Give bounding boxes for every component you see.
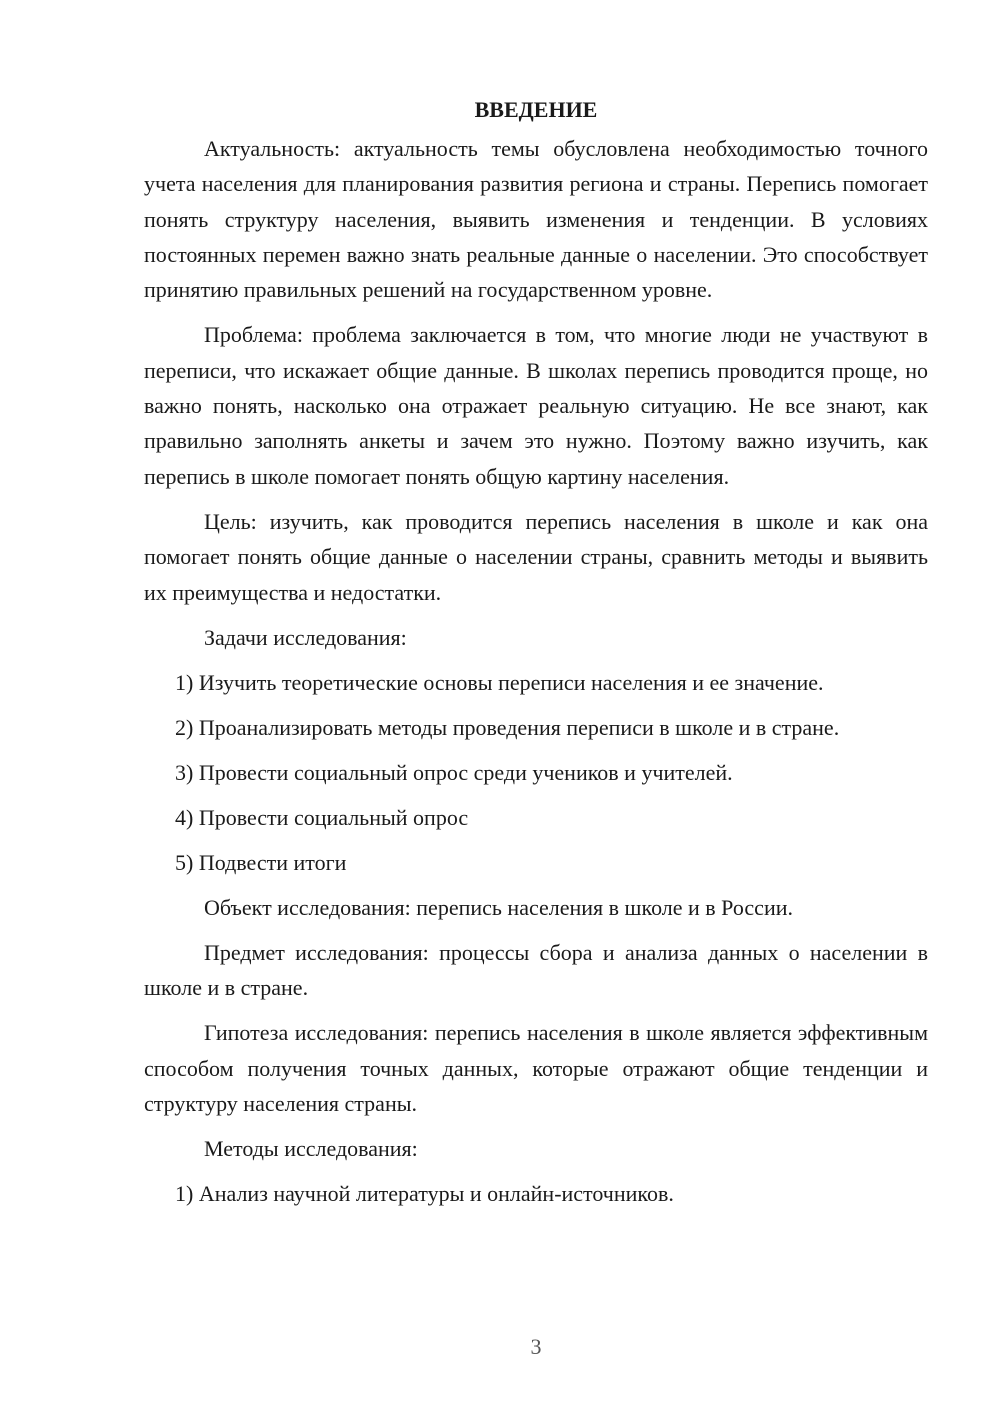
methods-list bbox=[144, 1176, 928, 1211]
list-item: 3) Провести социальный опрос среди учеников и учителей. bbox=[175, 759, 733, 785]
methods-heading: Методы исследования: bbox=[204, 1136, 418, 1162]
tasks-list bbox=[144, 665, 928, 880]
paragraph-hypothesis: Гипотеза исследования: перепись населения в школе является эффективным способом получения точных данных, которые отражают общие тенденции и структуру населения страны. bbox=[144, 1020, 928, 1117]
list-item: 5) Подвести итоги bbox=[175, 849, 347, 875]
list-item: 4) Провести социальный опрос bbox=[175, 804, 469, 830]
paragraph-subject: Предмет исследования: процессы сбора и анализа данных о населении в школе и в стране. bbox=[144, 939, 928, 1001]
list-item: 1) Анализ научной литературы и онлайн-источников. bbox=[175, 1181, 674, 1207]
tasks-heading: Задачи исследования: bbox=[204, 624, 407, 650]
paragraph-goal: Цель: изучить, как проводится перепись населения в школе и как она помогает понять общие данные о населении страны, сравнить методы и выявить их преимущества и недостатки. bbox=[144, 508, 928, 605]
document-page bbox=[144, 92, 928, 1221]
paragraph-object: Объект исследования: перепись населения в школе и в России. bbox=[204, 894, 793, 920]
page-title: ВВЕДЕНИЕ bbox=[474, 97, 598, 122]
list-item: 2) Проанализировать методы проведения переписи в школе и в стране. bbox=[175, 714, 840, 740]
paragraph-actuality: Актуальность: актуальность темы обусловлена необходимостью точного учета населения для планирования развития региона и страны. Перепись помогает понять структуру населения, выявить изменения и тенденции. В условиях постоянных перемен важно знать реальные данные о населении. Это способствует принятию правильных решений на государственном уровне. bbox=[144, 136, 928, 303]
list-item: 1) Изучить теоретические основы переписи населения и ее значение. bbox=[175, 669, 824, 695]
page-number: 3 bbox=[530, 1334, 542, 1359]
paragraph-problem: Проблема: проблема заключается в том, что многие люди не участвуют в переписи, что искажает общие данные. В школах перепись проводится проще, но важно понять, насколько она отражает реальную ситуацию. Не все знают, как правильно заполнять анкеты и зачем это нужно. Поэтому важно изучить, как перепись в школе помогает понять общую картину населения. bbox=[144, 322, 928, 489]
